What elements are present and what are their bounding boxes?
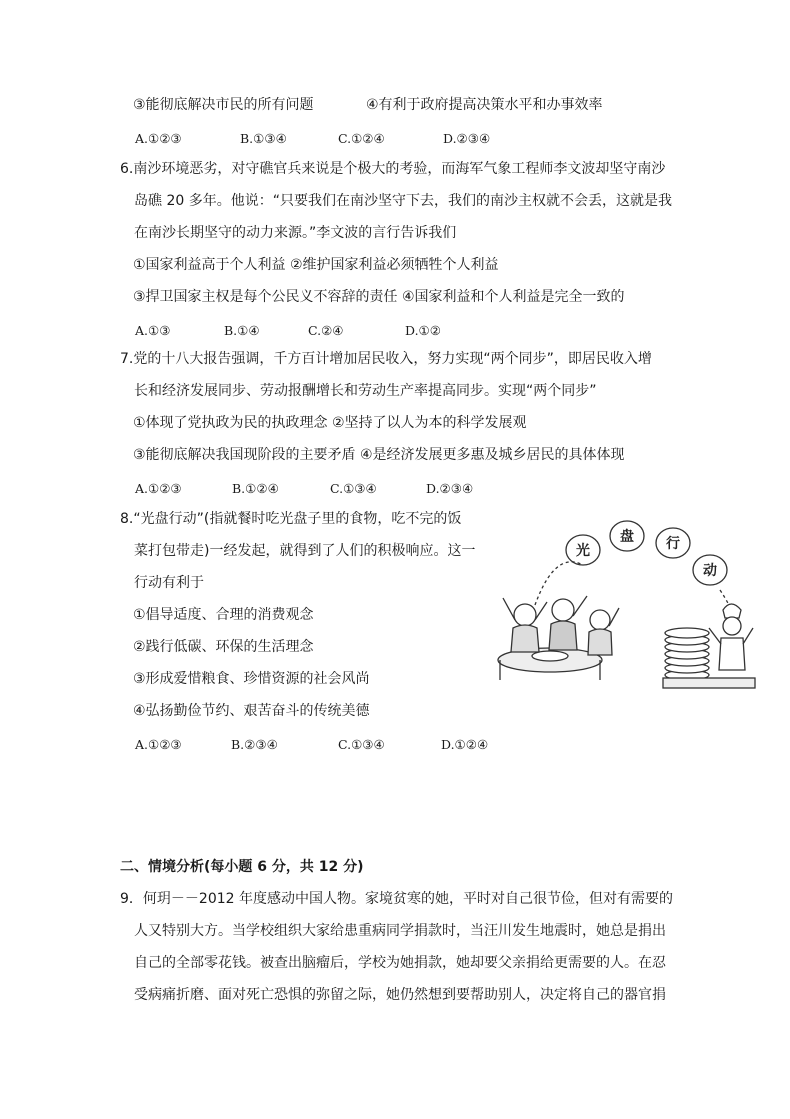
q8-option-d: D.①②④: [441, 737, 489, 752]
q6-items-line-2: ③捍卫国家主权是每个公民义不容辞的责任 ④国家利益和个人利益是完全一致的: [133, 289, 625, 305]
cartoon-char-1: 光: [576, 543, 590, 559]
q5-option-a: A.①②③: [135, 131, 182, 146]
cartoon-char-4: 动: [703, 563, 717, 579]
q7-option-a: A.①②③: [135, 481, 182, 496]
q6-stem-line-3: 在南沙长期坚守的动力来源。”李文波的言行告诉我们: [134, 225, 457, 241]
q7-option-d: D.②③④: [426, 481, 474, 496]
q7-items-line-2: ③能彻底解决我国现阶段的主要矛盾 ④是经济发展更多惠及城乡居民的具体体现: [133, 447, 625, 463]
q6-option-d: D.①②: [405, 323, 441, 338]
q8-option-a: A.①②③: [135, 737, 182, 752]
q7-stem-line-2: 长和经济发展同步、劳动报酬增长和劳动生产率提高同步。实现“两个同步”: [134, 383, 597, 399]
q6-stem-line-1: 6.南沙环境恶劣，对守礁官兵来说是个极大的考验，而海军气象工程师李文波却坚守南沙: [120, 161, 666, 177]
q6-option-a: A.①③: [135, 323, 171, 338]
section-2-heading: 二、情境分析(每小题 6 分，共 12 分): [120, 859, 364, 875]
q9-stem-line-4: 受病痛折磨、面对死亡恐惧的弥留之际，她仍然想到要帮助别人，决定将自己的器官捐: [134, 987, 666, 1003]
q6-option-b: B.①④: [224, 323, 260, 338]
q8-item-3: ③形成爱惜粮食、珍惜资源的社会风尚: [133, 671, 370, 687]
q9-stem-line-3: 自己的全部零花钱。被查出脑瘤后，学校为她捐款，她却要父亲捐给更需要的人。在忍: [134, 955, 666, 971]
q7-option-b: B.①②④: [232, 481, 279, 496]
q8-item-2: ②践行低碳、环保的生活理念: [133, 639, 314, 655]
cartoon-char-2: 盘: [620, 529, 634, 545]
clean-plate-cartoon: [495, 510, 757, 690]
q8-stem-line-1: 8.“光盘行动”(指就餐时吃光盘子里的食物，吃不完的饭: [120, 511, 462, 527]
q6-option-c: C.②④: [308, 323, 344, 338]
q6-items-line-1: ①国家利益高于个人利益 ②维护国家利益必须牺牲个人利益: [133, 257, 499, 273]
cartoon-char-3: 行: [666, 536, 680, 552]
q8-stem-line-2: 菜打包带走)一经发起，就得到了人们的积极响应。这一: [134, 543, 476, 559]
q8-stem-line-3: 行动有利于: [134, 575, 204, 591]
q8-item-1: ①倡导适度、合理的消费观念: [133, 607, 314, 623]
q8-option-c: C.①③④: [338, 737, 385, 752]
q5-option-c: C.①②④: [338, 131, 385, 146]
q6-stem-line-2: 岛礁 20 多年。他说：“只要我们在南沙坚守下去，我们的南沙主权就不会丢，这就是我: [134, 193, 672, 209]
q7-option-c: C.①③④: [330, 481, 377, 496]
q5-option-d: D.②③④: [443, 131, 491, 146]
q5-item-3: ③能彻底解决市民的所有问题: [133, 97, 314, 113]
q9-stem-line-1: 9．何玥－－2012 年度感动中国人物。家境贫寒的她，平时对自己很节俭，但对有需要的: [120, 891, 673, 907]
q5-item-4: ④有利于政府提高决策水平和办事效率: [366, 97, 603, 113]
q8-option-b: B.②③④: [231, 737, 278, 752]
q9-stem-line-2: 人又特别大方。当学校组织大家给患重病同学捐款时，当汪川发生地震时，她总是捐出: [134, 923, 666, 939]
q7-items-line-1: ①体现了党执政为民的执政理念 ②坚持了以人为本的科学发展观: [133, 415, 527, 431]
q7-stem-line-1: 7.党的十八大报告强调，千方百计增加居民收入，努力实现“两个同步”，即居民收入增: [120, 351, 652, 367]
q8-item-4: ④弘扬勤俭节约、艰苦奋斗的传统美德: [133, 703, 370, 719]
q5-option-b: B.①③④: [240, 131, 287, 146]
